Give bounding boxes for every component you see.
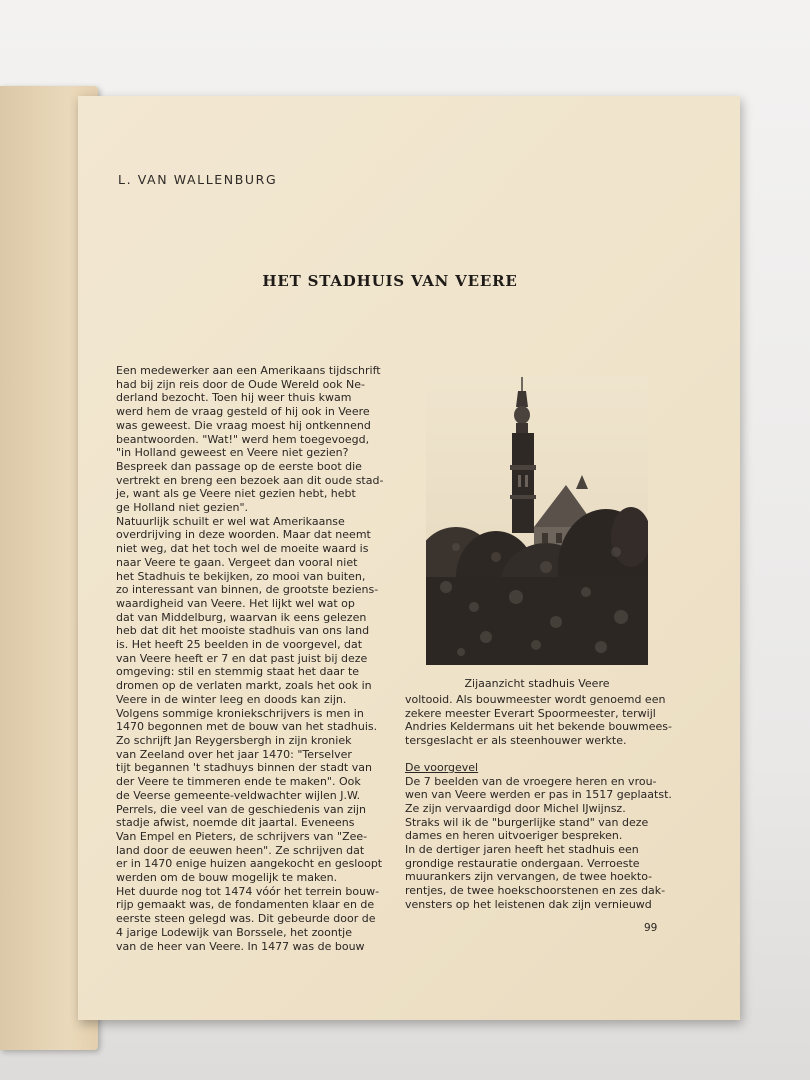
- text-line: van de heer van Veere. In 1477 was de bouw: [116, 939, 365, 953]
- article-title: HET STADHUIS VAN VEERE: [262, 272, 518, 290]
- right-column-intro: [405, 693, 673, 748]
- text-line: Perrels, die veel van de geschiedenis van zijn: [116, 802, 366, 816]
- text-line: grondige restauratie ondergaan. Verroeste: [405, 856, 640, 870]
- text-line: Andries Keldermans uit het bekende bouwmees-: [405, 720, 673, 734]
- text-line: In de dertiger jaren heeft het stadhuis een: [405, 843, 639, 857]
- text-line: naar Veere te gaan. Vergeet dan vooral niet: [116, 555, 358, 569]
- text-line: Zo schrijft Jan Reygersbergh in zijn kroniek: [116, 733, 352, 747]
- text-line: Het duurde nog tot 1474 vóór het terrein bouw-: [116, 884, 380, 898]
- section-heading-voorgevel: De voorgevel: [405, 760, 479, 774]
- text-line: zekere meester Everart Spoormeester, terwijl: [405, 706, 656, 720]
- text-line: land door de eeuwen heen". Ze schrijven dat: [116, 843, 365, 857]
- text-line: tijt begannen 't stadhuys binnen der stadt van: [116, 761, 372, 775]
- town-hall-photo: [426, 377, 648, 665]
- text-line: is. Het heeft 25 beelden in de voorgevel, dat: [116, 638, 363, 652]
- text-line: dat van Middelburg, waarvan ik eens gelezen: [116, 610, 367, 624]
- text-line: Straks wil ik de "burgerlijke stand" van deze: [405, 815, 649, 829]
- author-name: L. VAN WALLENBURG: [118, 172, 278, 187]
- text-line: ge Holland niet gezien".: [116, 501, 249, 515]
- text-line: De 7 beelden van de vroegere heren en vrou-: [405, 774, 657, 788]
- text-line: eerste steen gelegd was. Dit gebeurde door de: [116, 912, 376, 926]
- text-line: Bespreek dan passage op de eerste boot die: [116, 459, 362, 473]
- text-line: 1470 begonnen met de bouw van het stadhuis.: [116, 720, 378, 734]
- text-line: werd hem de vraag gesteld of hij ook in Veere: [116, 405, 370, 419]
- text-line: Veere in de winter leeg en doods kan zijn.: [116, 692, 347, 706]
- text-line: er in 1470 enige huizen aangekocht en gesloopt: [116, 857, 383, 871]
- text-line: rentjes, de twee hoekschoorstenen en zes dak-: [405, 884, 666, 898]
- page-number: 99: [644, 922, 658, 934]
- text-line: Een medewerker aan een Amerikaans tijdschrift: [116, 364, 381, 377]
- text-line: was geweest. Die vraag moest hij ontkennend: [116, 418, 371, 432]
- text-line: beantwoorden. "Wat!" werd hem toegevoegd,: [116, 432, 370, 446]
- text-line: tersgeslacht er als steenhouwer werkte.: [405, 734, 627, 748]
- text-line: vertrekt en breng een bezoek aan dit oude stad-: [116, 473, 384, 487]
- text-line: je, want als ge Veere niet gezien hebt, hebt: [116, 487, 356, 501]
- text-line: had bij zijn reis door de Oude Wereld ook Ne-: [116, 377, 365, 391]
- text-line: voltooid. Als bouwmeester wordt genoemd een: [405, 693, 666, 706]
- photo-caption: Zijaanzicht stadhuis Veere: [464, 677, 610, 690]
- right-column-body: [405, 774, 672, 912]
- text-line: werden om de bouw mogelijk te maken.: [116, 871, 338, 885]
- text-line: Van Empel en Pieters, de schrijvers van "Zee-: [116, 829, 368, 843]
- text-line: zo interessant van binnen, de grootste beziens-: [116, 583, 379, 597]
- text-line: van Zeeland over het jaar 1470: "Terselver: [116, 747, 352, 761]
- text-line: overdrijving in deze woorden. Maar dat neemt: [116, 528, 371, 542]
- text-line: dames en heren uitvoeriger bespreken.: [405, 829, 623, 843]
- text-line: stadje afwist, noemde dit jaartal. Eveneens: [116, 816, 355, 830]
- text-line: muurankers zijn vervangen, de twee hoekto-: [405, 870, 653, 884]
- text-line: Natuurlijk schuilt er wel wat Amerikaanse: [116, 514, 345, 528]
- town-hall-illustration: [426, 377, 648, 665]
- text-line: van Veere heeft er 7 en dat past juist bij deze: [116, 651, 368, 665]
- text-line: dromen op de verlaten markt, zoals het ook in: [116, 679, 372, 693]
- text-line: 4 jarige Lodewijk van Borssele, het zoontje: [116, 925, 352, 939]
- left-column-text: [116, 364, 396, 953]
- text-line: niet weg, dat het toch wel de moeite waard is: [116, 542, 369, 556]
- text-line: Volgens sommige kroniekschrijvers is men in: [116, 706, 364, 720]
- text-line: der Veere te timmeren ende te maken". Ook: [116, 775, 361, 789]
- text-line: rijp gemaakt was, de fondamenten klaar en de: [116, 898, 375, 912]
- right-column-text: [405, 693, 673, 912]
- text-line: heb dat dit het mooiste stadhuis van ons land: [116, 624, 370, 638]
- text-line: "in Holland geweest en Veere niet gezien?: [116, 446, 349, 460]
- text-line: Ze zijn vervaardigd door Michel IJwijnsz.: [405, 801, 626, 815]
- text-line: wen van Veere werden er pas in 1517 geplaatst.: [405, 788, 672, 802]
- text-line: omgeving: stil en stemmig staat het daar te: [116, 665, 360, 679]
- text-line: het Stadhuis te bekijken, zo mooi van buiten,: [116, 569, 366, 583]
- booklet-page: [78, 96, 740, 1020]
- text-line: waardigheid van Veere. Het lijkt wel wat op: [116, 596, 355, 610]
- text-line: de Veerse gemeente-veldwachter wijlen J.W.: [116, 788, 361, 802]
- text-line: vensters op het leistenen dak zijn vernieuwd: [405, 897, 652, 911]
- text-line: derland bezocht. Toen hij weer thuis kwam: [116, 391, 352, 405]
